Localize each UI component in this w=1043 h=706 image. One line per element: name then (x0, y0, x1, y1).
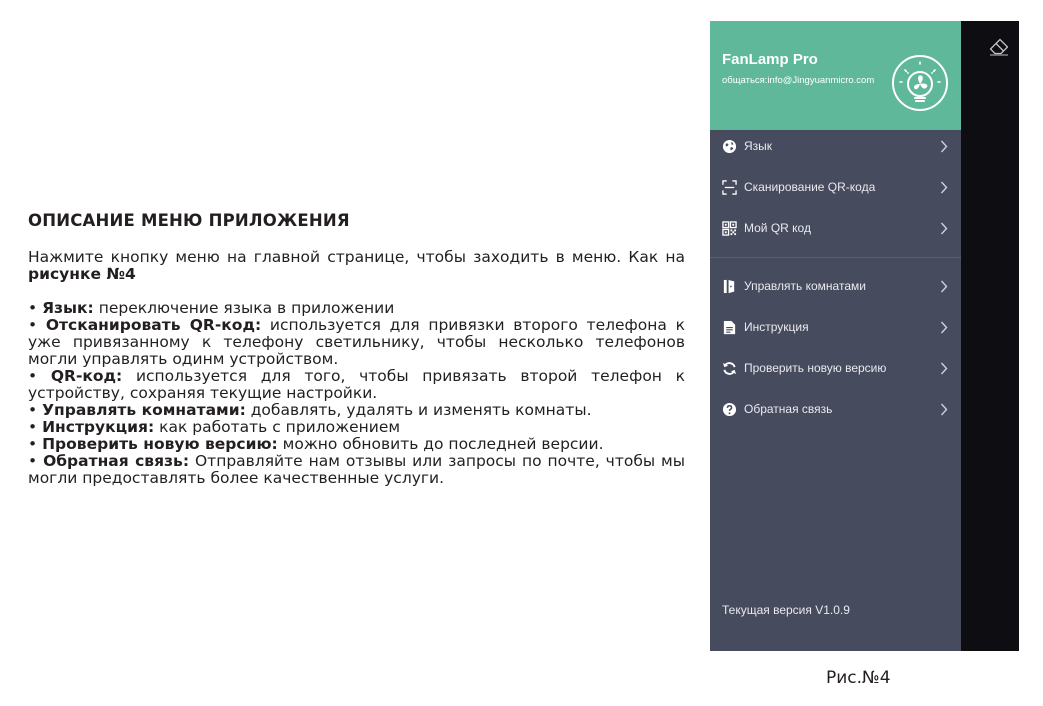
chevron-right-icon (940, 139, 948, 154)
item-text: как работать с приложением (154, 418, 401, 436)
qr-code-icon (722, 221, 737, 236)
item-term: Отсканировать QR-код: (45, 316, 262, 334)
intro-text: Нажмите кнопку меню на главной странице, чтобы заходить в меню. Как на (28, 248, 685, 266)
menu-description (28, 211, 685, 487)
app-screenshot (710, 21, 1019, 651)
item-text: можно обновить до последней версии. (277, 435, 604, 453)
menu-item-label: Язык (744, 139, 773, 153)
menu-item-label: Инструкция (744, 320, 809, 334)
menu-item-my-qr[interactable] (710, 208, 961, 249)
item-term: Инструкция: (42, 418, 155, 436)
fan-lamp-logo-icon (891, 54, 949, 112)
side-menu-drawer (710, 21, 961, 651)
app-name: FanLamp Pro (722, 51, 818, 68)
list-item: • Отсканировать QR-код: используется для привязки второго телефона к уже привязанному к телефону светильнику, чтобы несколько телефонов могли управлять одинм устройством. (28, 316, 685, 368)
list-item: • Обратная связь: Отправляйте нам отзывы или запросы по почте, чтобы мы могли предоставлять более качественные услуги. (28, 452, 685, 487)
help-icon (722, 402, 737, 417)
menu-item-label: Мой QR код (744, 221, 811, 235)
menu-item-manage-rooms[interactable] (710, 266, 961, 307)
list-item: • QR-код: используется для того, чтобы привязать второй телефон к устройству, сохраняя текущие настройки. (28, 367, 685, 402)
item-text: используется для того, чтобы привязать второй телефон к устройству, сохраняя текущие настройки. (28, 367, 685, 402)
list-item: • Язык: переключение языка в приложении (28, 299, 395, 317)
item-text: добавлять, удалять и изменять комнаты. (245, 401, 592, 419)
document-icon (722, 320, 737, 335)
intro-figure-ref: рисунке №4 (28, 265, 136, 283)
feature-list (28, 300, 685, 487)
item-term: QR-код: (50, 367, 123, 385)
chevron-right-icon (940, 320, 948, 335)
item-text: используется для привязки второго телефона к уже привязанному к телефону светильнику, чтобы несколько телефонов могли управлять одинм устройством. (28, 316, 685, 368)
scan-icon (722, 180, 737, 195)
contact-email: общаться:info@Jingyuanmicro.com (722, 75, 875, 86)
item-text: Отправляйте нам отзывы или запросы по почте, чтобы мы могли предоставлять более качественные услуги. (28, 452, 685, 487)
intro-paragraph (28, 249, 685, 283)
item-term: Проверить новую версию: (42, 435, 278, 453)
figure-caption: Рис.№4 (826, 668, 891, 688)
globe-icon (722, 139, 737, 154)
chevron-right-icon (940, 279, 948, 294)
drawer-header (710, 21, 961, 130)
chevron-right-icon (940, 402, 948, 417)
menu-item-label: Обратная связь (744, 402, 833, 416)
list-item: • Управлять комнатами: добавлять, удалять и изменять комнаты. (28, 401, 592, 419)
current-version: Текущая версия V1.0.9 (722, 603, 850, 617)
menu-item-instructions[interactable] (710, 307, 961, 348)
chevron-right-icon (940, 361, 948, 376)
item-term: Язык: (42, 299, 94, 317)
item-term: Управлять комнатами: (42, 401, 246, 419)
menu-item-label: Проверить новую версию (744, 361, 887, 375)
menu-item-language[interactable] (710, 126, 961, 167)
item-term: Обратная связь: (43, 452, 190, 470)
menu-item-feedback[interactable] (710, 389, 961, 430)
menu-item-label: Сканирование QR-кода (744, 180, 876, 194)
chevron-right-icon (940, 180, 948, 195)
menu-item-scan-qr[interactable] (710, 167, 961, 208)
menu-item-label: Управлять комнатами (744, 279, 866, 293)
item-text: переключение языка в приложении (93, 299, 395, 317)
eraser-icon[interactable] (989, 38, 1009, 56)
refresh-icon (722, 361, 737, 376)
menu-divider (710, 257, 961, 258)
chevron-right-icon (940, 221, 948, 236)
menu-item-check-update[interactable] (710, 348, 961, 389)
door-icon (722, 279, 737, 294)
section-title: ОПИСАНИЕ МЕНЮ ПРИЛОЖЕНИЯ (28, 211, 350, 230)
list-item: • Проверить новую версию: можно обновить до последней версии. (28, 435, 604, 453)
list-item: • Инструкция: как работать с приложением (28, 418, 401, 436)
